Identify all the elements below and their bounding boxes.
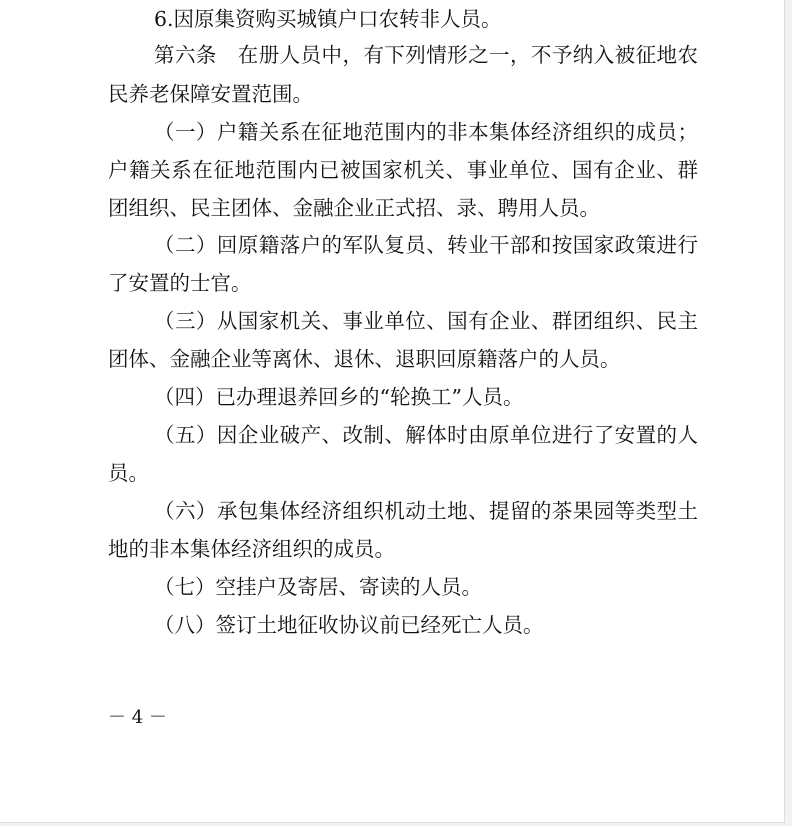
text-line: 团体、金融企业等离休、退休、退职回原籍落户的人员。 (108, 347, 621, 371)
text-line: （八）签订土地征收协议前已经死亡人员。 (154, 613, 544, 637)
text-line: 6.因原集资购买城镇户口农转非人员。 (154, 7, 502, 31)
text-line: 民养老保障安置范围。 (108, 82, 313, 106)
text-line: 地的非本集体经济组织的成员。 (108, 537, 395, 561)
text-line: 第六条 在册人员中，有下列情形之一，不予纳入被征地农 (154, 43, 698, 67)
text-line: 员。 (108, 461, 149, 485)
text-line: （七）空挂户及寄居、寄读的人员。 (154, 575, 482, 599)
text-line: （三）从国家机关、事业单位、国有企业、群团组织、民主 (154, 309, 698, 333)
text-line: 团组织、民主团体、金融企业正式招、录、聘用人员。 (108, 196, 600, 220)
text-line: （一）户籍关系在征地范围内的非本集体经济组织的成员； (154, 120, 698, 144)
text-line: （二）回原籍落户的军队复员、转业干部和按国家政策进行 (154, 233, 698, 257)
page-number: － 4 － (108, 707, 167, 728)
text-line: （五）因企业破产、改制、解体时由原单位进行了安置的人 (154, 423, 698, 447)
text-line: （四）已办理退养回乡的“轮换工”人员。 (154, 385, 524, 409)
text-line: （六）承包集体经济组织机动土地、提留的茶果园等类型土 (154, 499, 698, 523)
text-line: 了安置的士官。 (108, 271, 252, 295)
text-line: 户籍关系在征地范围内已被国家机关、事业单位、国有企业、群 (108, 158, 698, 182)
